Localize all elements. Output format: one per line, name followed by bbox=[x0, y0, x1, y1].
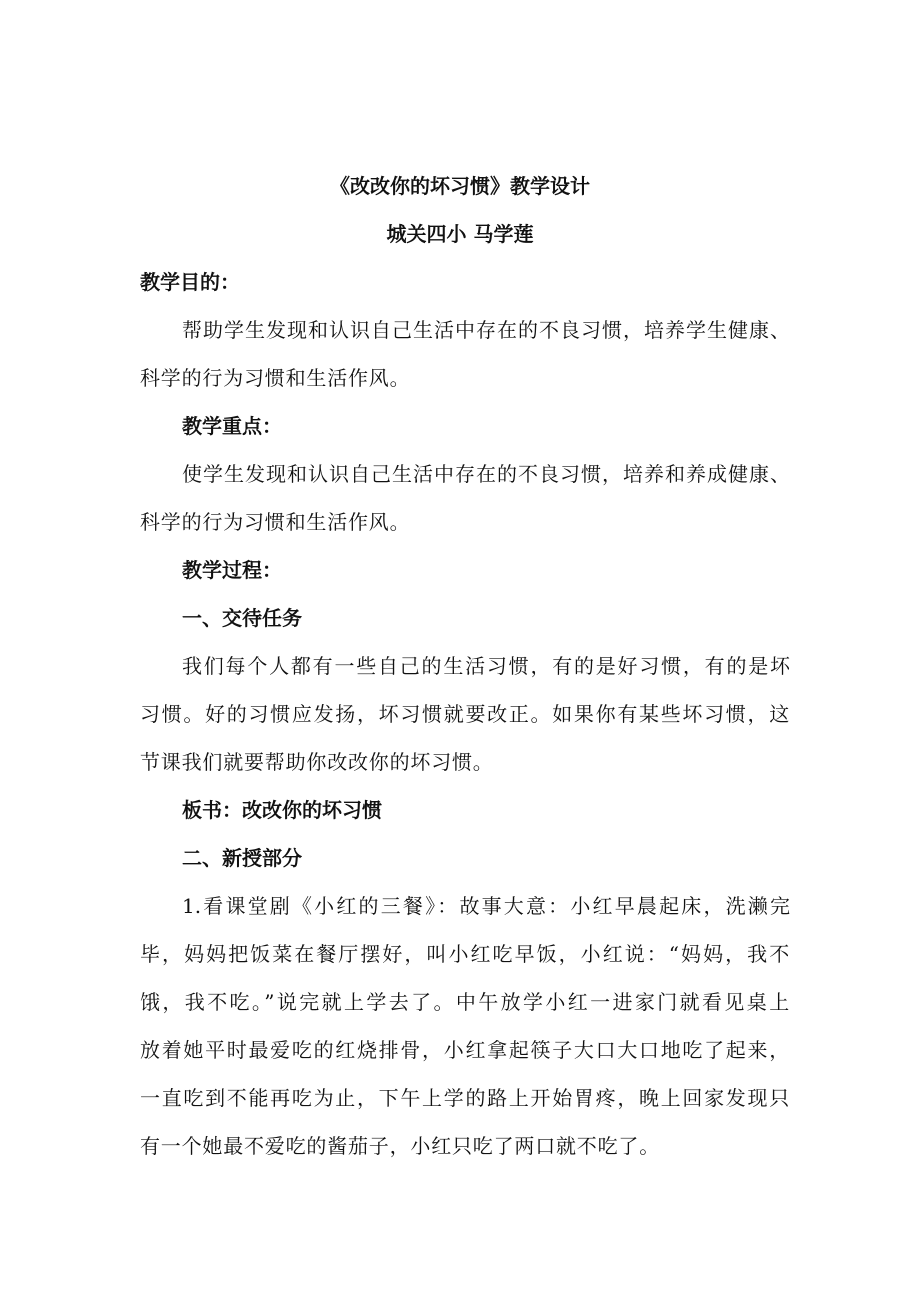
objective-heading: 教学目的： bbox=[140, 270, 240, 294]
section2-line: 1.看课堂剧《小红的三餐》：故事大意：小红早晨起床，洗濑完 bbox=[182, 894, 790, 918]
section1-line: 习惯。好的习惯应发扬，坏习惯就要改正。如果你有某些坏习惯，这 bbox=[140, 702, 790, 726]
key-line: 科学的行为习惯和生活作风。 bbox=[140, 510, 411, 534]
process-heading: 教学过程： bbox=[182, 558, 282, 582]
section2-line: 有一个她最不爱吃的酱茄子，小红只吃了两口就不吃了。 bbox=[140, 1134, 660, 1158]
section2-line: 放着她平时最爱吃的红烧排骨，小红拿起筷子大口大口地吃了起来， bbox=[140, 1038, 790, 1062]
objective-line: 科学的行为习惯和生活作风。 bbox=[140, 366, 411, 390]
key-heading: 教学重点： bbox=[182, 414, 282, 438]
section2-line: 毕，妈妈把饭菜在餐厅摆好，叫小红吃早饭，小红说：“妈妈，我不 bbox=[140, 942, 790, 966]
section1-line: 我们每个人都有一些自己的生活习惯，有的是好习惯，有的是坏 bbox=[182, 654, 790, 678]
section1-line: 节课我们就要帮助你改改你的坏习惯。 bbox=[140, 750, 494, 774]
section1-heading: 一、交待任务 bbox=[182, 606, 302, 630]
objective-line: 帮助学生发现和认识自己生活中存在的不良习惯，培养学生健康、 bbox=[182, 318, 790, 342]
section2-line: 一直吃到不能再吃为止，下午上学的路上开始胃疼，晚上回家发现只 bbox=[140, 1086, 790, 1110]
author-line: 城关四小 马学莲 bbox=[386, 222, 534, 246]
key-line: 使学生发现和认识自己生活中存在的不良习惯，培养和养成健康、 bbox=[182, 462, 790, 486]
board-text: 板书：改改你的坏习惯 bbox=[182, 798, 382, 822]
section2-line: 饿，我不吃。”说完就上学去了。中午放学小红一进家门就看见桌上 bbox=[140, 990, 790, 1014]
document-title: 《改改你的坏习惯》教学设计 bbox=[330, 174, 590, 198]
section2-heading: 二、新授部分 bbox=[182, 846, 302, 870]
